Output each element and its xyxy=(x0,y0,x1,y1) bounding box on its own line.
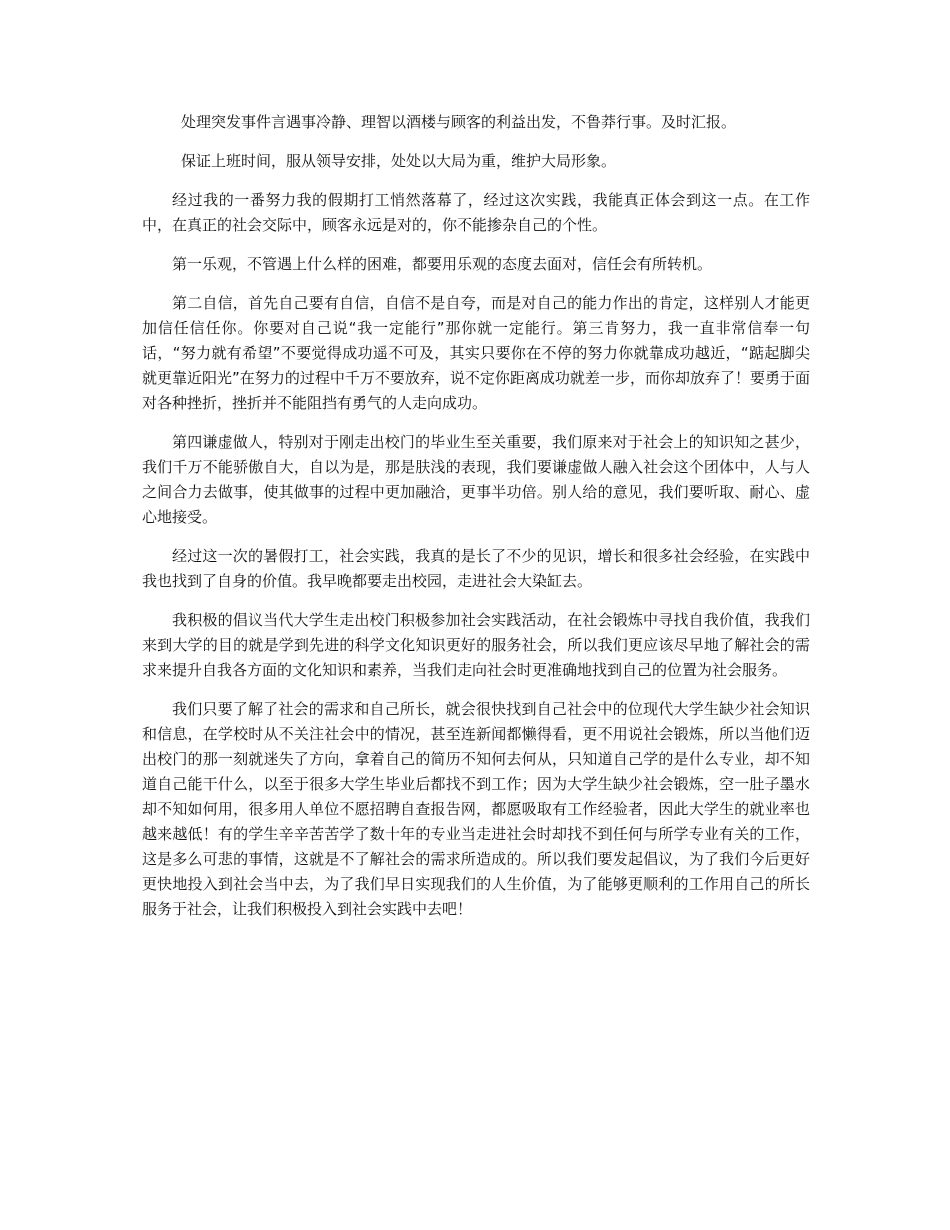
paragraph-advocacy: 我积极的倡议当代大学生走出校门积极参加社会实践活动，在社会锻炼中寻找自我价值，我我们来到大学的目的就是学到先进的科学文化知识更好的服务社会，所以我们更应该尽早地了解社会的需求来提升自我各方面的文化知识和素养，当我们走向社会时更准确地找到自己的位置为社会服务。 xyxy=(142,611,810,679)
paragraph-holiday-work-summary: 经过我的一番努力我的假期打工悄然落幕了，经过这次实践，我能真正体会到这一点。在工作中，在真正的社会交际中，顾客永远是对的，你不能掺杂自己的个性。 xyxy=(142,191,810,234)
paragraph-emergency-handling: 处理突发事件言遇事冷静、理智以酒楼与顾客的利益出发，不鲁莽行事。及时汇报。 xyxy=(181,113,737,131)
paragraph-modesty: 第四谦虚做人，特别对于刚走出校门的毕业生至关重要，我们原来对于社会上的知识知之甚少，我们千万不能骄傲自大，自以为是，那是肤浅的表现，我们要谦虚做人融入社会这个团体中，人与人之间合力去做事，使其做事的过程中更加融洽，更事半功倍。别人给的意见，我们要听取、耐心、虚心地接受。 xyxy=(142,433,810,526)
document-body xyxy=(142,110,810,936)
paragraph-confidence-effort: 第二自信，首先自己要有自信，自信不是自夸，而是对自己的能力作出的肯定，这样别人才能更加信任信任你。你要对自己说“我一定能行”那你就一定能行。第三肯努力，我一直非常信奉一句话，“努力就有希望”不要觉得成功遥不可及，其实只要你在不停的努力你就靠成功越近，“踮起脚尖就更靠近阳光”在努力的过程中千万不要放弃，说不定你距离成功就差一步，而你却放弃了！要勇于面对各种挫折，挫折并不能阻挡有勇气的人走向成功。 xyxy=(142,294,810,412)
paragraph-optimism: 第一乐观，不管遇上什么样的困难，都要用乐观的态度去面对，信任会有所转机。 xyxy=(172,255,713,273)
paragraph-social-needs: 我们只要了解了社会的需求和自己所长，就会很快找到自己社会中的位现代大学生缺少社会知识和信息，在学校时从不关注社会中的情况，甚至连新闻都懒得看，更不用说社会锻炼，所以当他们迈出校门的那一刻就迷失了方向，拿着自己的简历不知何去何从，只知道自己学的是什么专业，却不知道自己能干什么，以至于很多大学生毕业后都找不到工作；因为大学生缺少社会锻炼，空一肚子墨水却不知如何用，很多用人单位不愿招聘自查报告网，都愿吸取有工作经验者，因此大学生的就业率也越来越低！有的学生辛辛苦苦学了数十年的专业当走进社会时却找不到任何与所学专业有关的工作，这是多么可悲的事情，这就是不了解社会的需求所造成的。所以我们要发起倡议，为了我们今后更好更快地投入到社会当中去，为了我们早日实现我们的人生价值，为了能够更顺利的工作用自己的所长服务于社会，让我们积极投入到社会实践中去吧！ xyxy=(142,700,810,918)
paragraph-work-hours: 保证上班时间，服从领导安排，处处以大局为重，维护大局形象。 xyxy=(181,152,617,170)
paragraph-summer-practice: 经过这一次的暑假打工，社会实践，我真的是长了不少的见识，增长和很多社会经验，在实践中我也找到了自身的价值。我早晚都要走出校园，走进社会大染缸去。 xyxy=(142,547,810,590)
